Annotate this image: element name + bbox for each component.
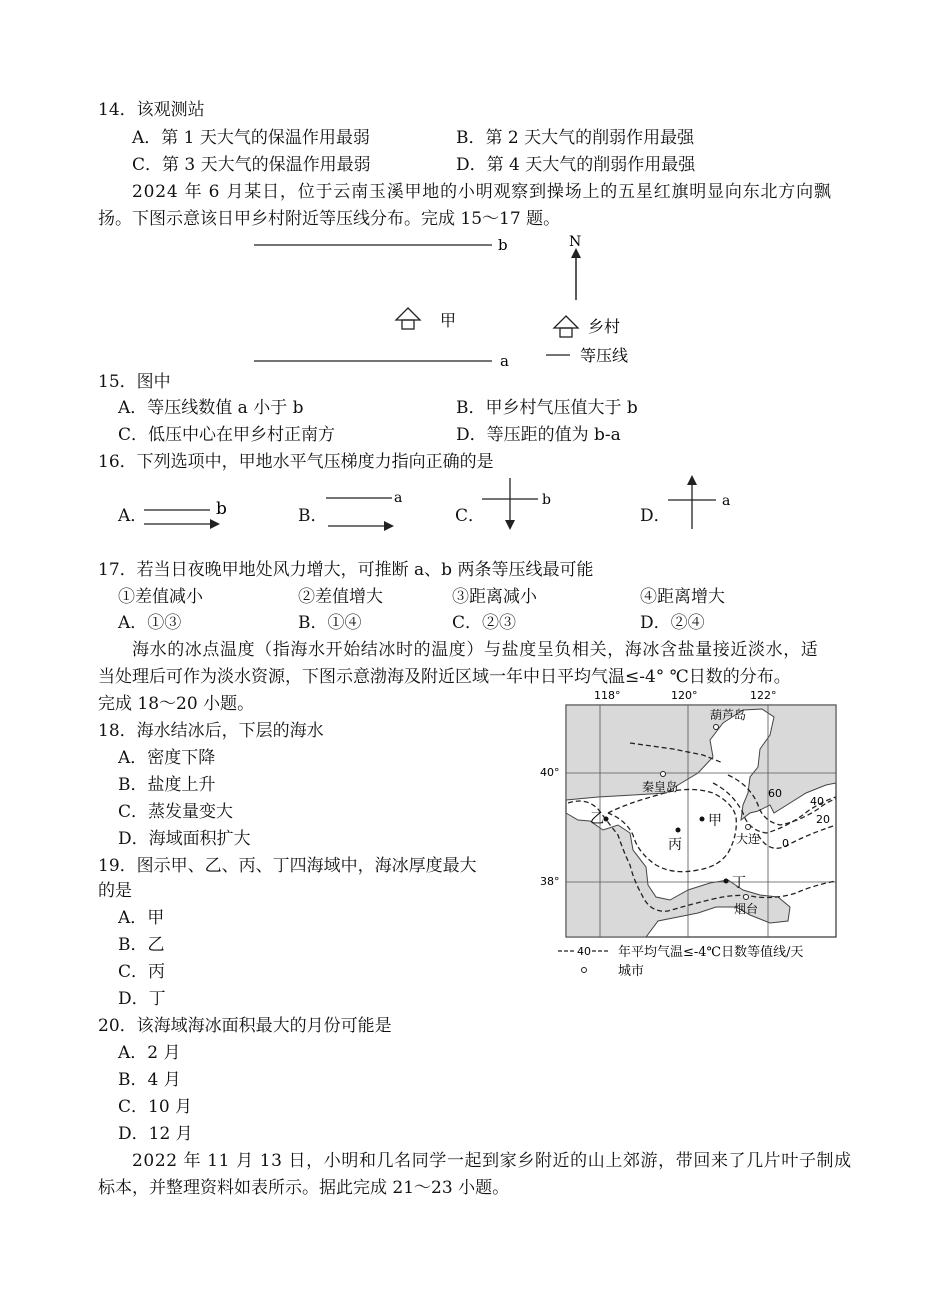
bohai-ice-map (538, 685, 843, 985)
legend-isobar-label: 等压线 (580, 346, 629, 365)
q19-option-a[interactable]: A．甲 (118, 908, 165, 928)
isobar-figure (240, 230, 660, 375)
q17-option-c[interactable]: C．②③ (452, 613, 517, 633)
q15-option-c[interactable]: C．低压中心在甲乡村正南方 (118, 425, 336, 445)
north-arrow-icon (571, 248, 581, 300)
q16-b-label: a (394, 490, 403, 506)
legend-village-icon (554, 316, 578, 337)
q19-option-b[interactable]: B．乙 (118, 935, 165, 955)
q19-option-d[interactable]: D．丁 (118, 989, 166, 1009)
north-label: N (569, 234, 582, 250)
sea-point (724, 879, 729, 884)
q16-c-diagram (480, 478, 560, 538)
q20-stem: 20．该海域海冰面积最大的月份可能是 (98, 1016, 392, 1036)
q16-option-d[interactable]: D． (640, 506, 671, 526)
q20-option-d[interactable]: D．12 月 (118, 1124, 193, 1144)
lat-label-40: 40° (540, 766, 560, 779)
lon-label-122: 122° (750, 689, 777, 702)
contour-label-20: 20 (816, 813, 830, 826)
q15-stem: 15．图中 (98, 372, 171, 392)
q14-stem: 14．该观测站 (98, 100, 205, 120)
intro-18-line2: 当处理后可作为淡水资源，下图示意渤海及附近区域一年中日平均气温≤-4° ℃日数的分布。 (98, 667, 791, 687)
legend-contour-value: 40 (577, 945, 591, 958)
q16-stem: 16．下列选项中，甲地水平气压梯度力指向正确的是 (98, 452, 494, 472)
q16-a-diagram (142, 490, 237, 535)
q18-stem: 18．海水结冰后，下层的海水 (98, 721, 324, 741)
sea-point (604, 817, 609, 822)
sea-ding: 丁 (732, 875, 746, 891)
q14-option-a[interactable]: A．第 1 天大气的保温作用最弱 (132, 128, 370, 148)
q16-option-b[interactable]: B． (298, 506, 328, 526)
isobar-b-label: b (498, 236, 508, 254)
q20-option-b[interactable]: B．4 月 (118, 1070, 181, 1090)
legend-city-icon (582, 968, 587, 973)
village-jia-icon (396, 308, 420, 329)
q17-item-3: ③距离减小 (452, 587, 537, 607)
q14-option-c[interactable]: C．第 3 天大气的保温作用最弱 (132, 155, 371, 175)
q16-b-diagram (324, 488, 414, 533)
contour-label-40: 40 (810, 795, 824, 808)
intro-21-line1: 2022 年 11 月 13 日，小明和几名同学一起到家乡附近的山上郊游，带回来了几片叶子制成 (132, 1151, 852, 1171)
legend-village-label: 乡村 (588, 317, 621, 336)
q17-option-b[interactable]: B．①④ (298, 613, 362, 633)
q18-option-c[interactable]: C．蒸发量变大 (118, 802, 234, 822)
intro-18-line3: 完成 18～20 小题。 (98, 694, 255, 714)
q18-option-a[interactable]: A．密度下降 (118, 748, 216, 768)
q17-option-a[interactable]: A．①③ (118, 613, 182, 633)
sea-bing: 丙 (668, 837, 682, 853)
q16-option-a[interactable]: A． (118, 506, 148, 526)
q16-d-label: a (722, 493, 731, 509)
q20-option-c[interactable]: C．10 月 (118, 1097, 193, 1117)
contour-label-60: 60 (768, 787, 782, 800)
sea-jia: 甲 (708, 813, 722, 829)
q17-item-1: ①差值减小 (118, 587, 203, 607)
isobar-a-label: a (500, 352, 509, 370)
intro-18-line1: 海水的冰点温度（指海水开始结冰时的温度）与盐度呈负相关，海冰含盐量接近淡水，适 (132, 640, 819, 660)
sea-point (676, 828, 681, 833)
q18-option-b[interactable]: B．盐度上升 (118, 775, 216, 795)
sea-point (700, 817, 705, 822)
legend-city-text: 城市 (618, 964, 645, 979)
q19-option-c[interactable]: C．丙 (118, 962, 166, 982)
q19-stem-line1: 19．图示甲、乙、丙、丁四海域中，海冰厚度最大 (98, 856, 477, 876)
q16-d-diagram (666, 473, 746, 533)
q17-item-2: ②差值增大 (298, 587, 383, 607)
q16-c-label: b (542, 492, 551, 508)
q14-option-d[interactable]: D．第 4 天大气的削弱作用最强 (456, 155, 696, 175)
q17-stem: 17．若当日夜晚甲地处风力增大，可推断 a、b 两条等压线最可能 (98, 560, 594, 580)
q15-option-d[interactable]: D．等压距的值为 b-a (456, 425, 621, 445)
village-jia-label: 甲 (440, 311, 457, 330)
city-marker (661, 772, 666, 777)
q15-option-a[interactable]: A．等压线数值 a 小于 b (118, 398, 304, 418)
q20-option-a[interactable]: A．2 月 (118, 1043, 181, 1063)
intro-15-line1: 2024 年 6 月某日，位于云南玉溪甲地的小明观察到操场上的五星红旗明显向东北方向飘 (132, 182, 832, 202)
city-marker (714, 725, 719, 730)
q18-option-d[interactable]: D．海域面积扩大 (118, 829, 251, 849)
lon-label-118: 118° (594, 689, 621, 702)
intro-21-line2: 标本，并整理资料如表所示。据此完成 21～23 小题。 (98, 1178, 510, 1198)
city-marker (746, 825, 751, 830)
q16-option-c[interactable]: C． (455, 506, 486, 526)
intro-15-line2: 扬。下图示意该日甲乡村附近等压线分布。完成 15～17 题。 (98, 209, 561, 229)
city-dalian: 大连 (736, 832, 761, 846)
city-huludao: 葫芦岛 (710, 708, 747, 722)
sea-yi: 乙 (590, 811, 604, 827)
q17-option-d[interactable]: D．②④ (640, 613, 705, 633)
contour-label-0: 0 (782, 837, 789, 850)
q15-option-b[interactable]: B．甲乡村气压值大于 b (456, 398, 638, 418)
q16-a-label: b (216, 499, 227, 519)
legend-contour-text: 年平均气温≤-4℃日数等值线/天 (618, 945, 804, 960)
lon-label-120: 120° (671, 689, 698, 702)
city-yantai: 烟台 (734, 902, 759, 916)
q17-item-4: ④距离增大 (640, 587, 725, 607)
q14-option-b[interactable]: B．第 2 天大气的削弱作用最强 (456, 128, 695, 148)
lat-label-38: 38° (540, 875, 560, 888)
city-marker (744, 895, 749, 900)
city-qinhuangdao: 秦皇岛 (642, 780, 679, 794)
q19-stem-line2: 的是 (98, 881, 132, 901)
